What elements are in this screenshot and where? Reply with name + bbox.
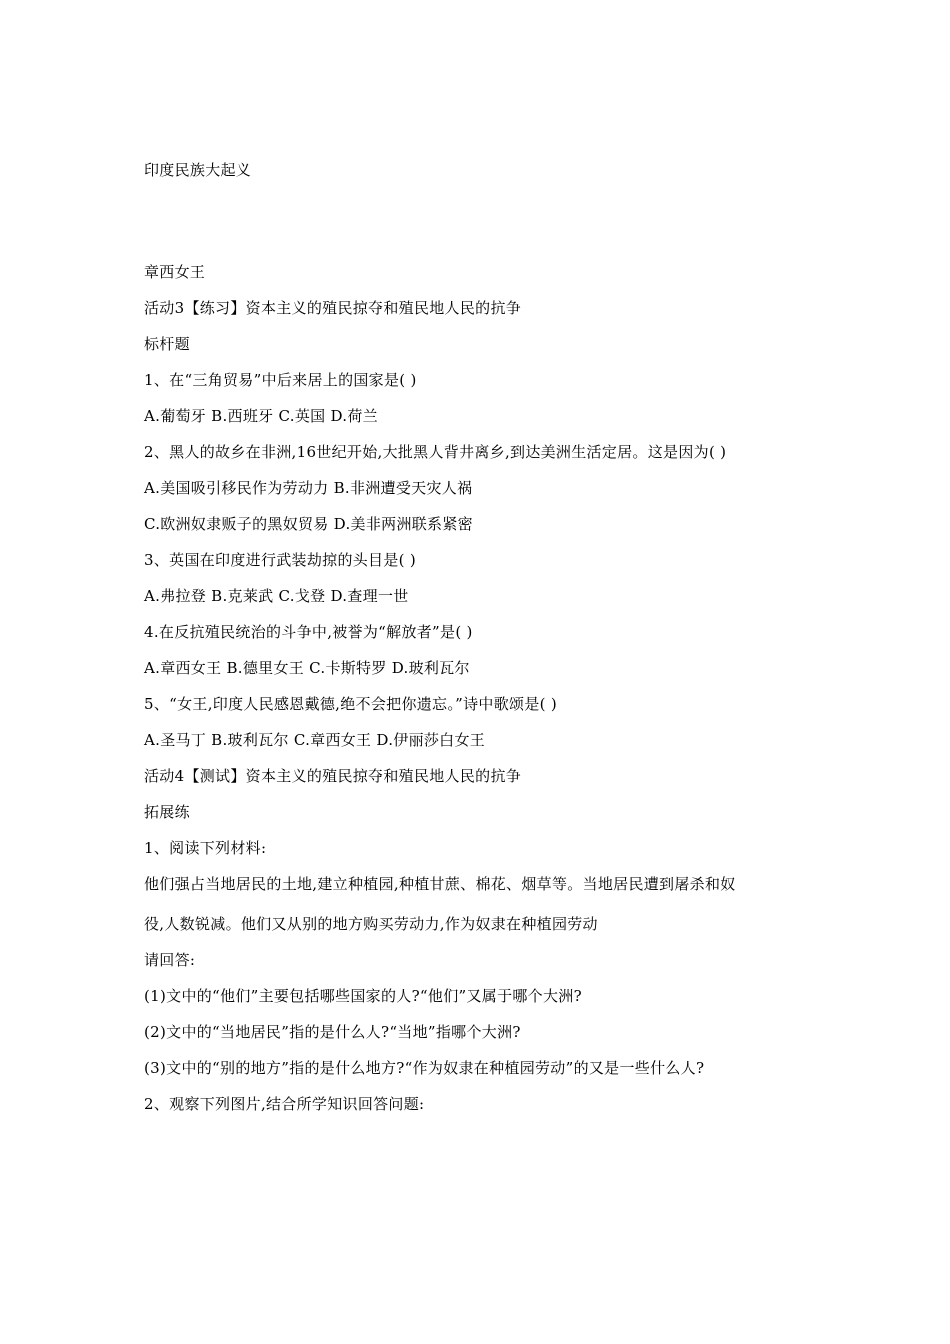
- sub-question-3: (3)文中的“别的地方”指的是什么地方?“作为奴隶在种植园劳动”的又是一些什么人?: [144, 1059, 705, 1077]
- question-2-options-ab: A.美国吸引移民作为劳动力 B.非洲遭受天灾人祸: [144, 479, 473, 497]
- question-2-options-cd: C.欧洲奴隶贩子的黑奴贸易 D.美非两洲联系紧密: [144, 515, 473, 533]
- extension-heading: 拓展练: [144, 803, 190, 821]
- question-3: 3、英国在印度进行武装劫掠的头目是( ): [144, 551, 417, 569]
- question-4-options: A.章西女王 B.德里女王 C.卡斯特罗 D.玻利瓦尔: [144, 659, 470, 677]
- question-5-options: A.圣马丁 B.玻利瓦尔 C.章西女王 D.伊丽莎白女王: [144, 731, 486, 749]
- question-5: 5、“女王,印度人民感恩戴德,绝不会把你遗忘。”诗中歌颂是( ): [144, 695, 557, 713]
- activity-4-title: 活动4【测试】资本主义的殖民掠夺和殖民地人民的抗争: [144, 767, 522, 785]
- extension-question-2: 2、观察下列图片,结合所学知识回答问题:: [144, 1095, 425, 1113]
- extension-question-1: 1、阅读下列材料:: [144, 839, 267, 857]
- material-paragraph-line-1: 他们强占当地居民的土地,建立种植园,种植甘蔗、棉花、烟草等。当地居民遭到屠杀和奴: [144, 875, 736, 893]
- question-4: 4.在反抗殖民统治的斗争中,被誉为“解放者”是( ): [144, 623, 473, 641]
- please-answer-label: 请回答:: [144, 951, 196, 969]
- sub-question-2: (2)文中的“当地居民”指的是什么人?“当地”指哪个大洲?: [144, 1023, 521, 1041]
- question-3-options: A.弗拉登 B.克莱武 C.戈登 D.查理一世: [144, 587, 409, 605]
- sub-question-1: (1)文中的“他们”主要包括哪些国家的人?“他们”又属于哪个大洲?: [144, 987, 582, 1005]
- section-title-zhangxi: 章西女王: [144, 263, 206, 281]
- material-paragraph-line-2: 役,人数锐减。他们又从别的地方购买劳动力,作为奴隶在种植园劳动: [144, 915, 598, 933]
- benchmark-heading: 标杆题: [144, 335, 190, 353]
- document-heading: 印度民族大起义: [144, 161, 252, 179]
- activity-3-title: 活动3【练习】资本主义的殖民掠夺和殖民地人民的抗争: [144, 299, 522, 317]
- question-2: 2、黑人的故乡在非洲,16世纪开始,大批黑人背井离乡,到达美洲生活定居。这是因为( ): [144, 443, 727, 461]
- question-1: 1、在“三角贸易”中后来居上的国家是( ): [144, 371, 417, 389]
- question-1-options: A.葡萄牙 B.西班牙 C.英国 D.荷兰: [144, 407, 378, 425]
